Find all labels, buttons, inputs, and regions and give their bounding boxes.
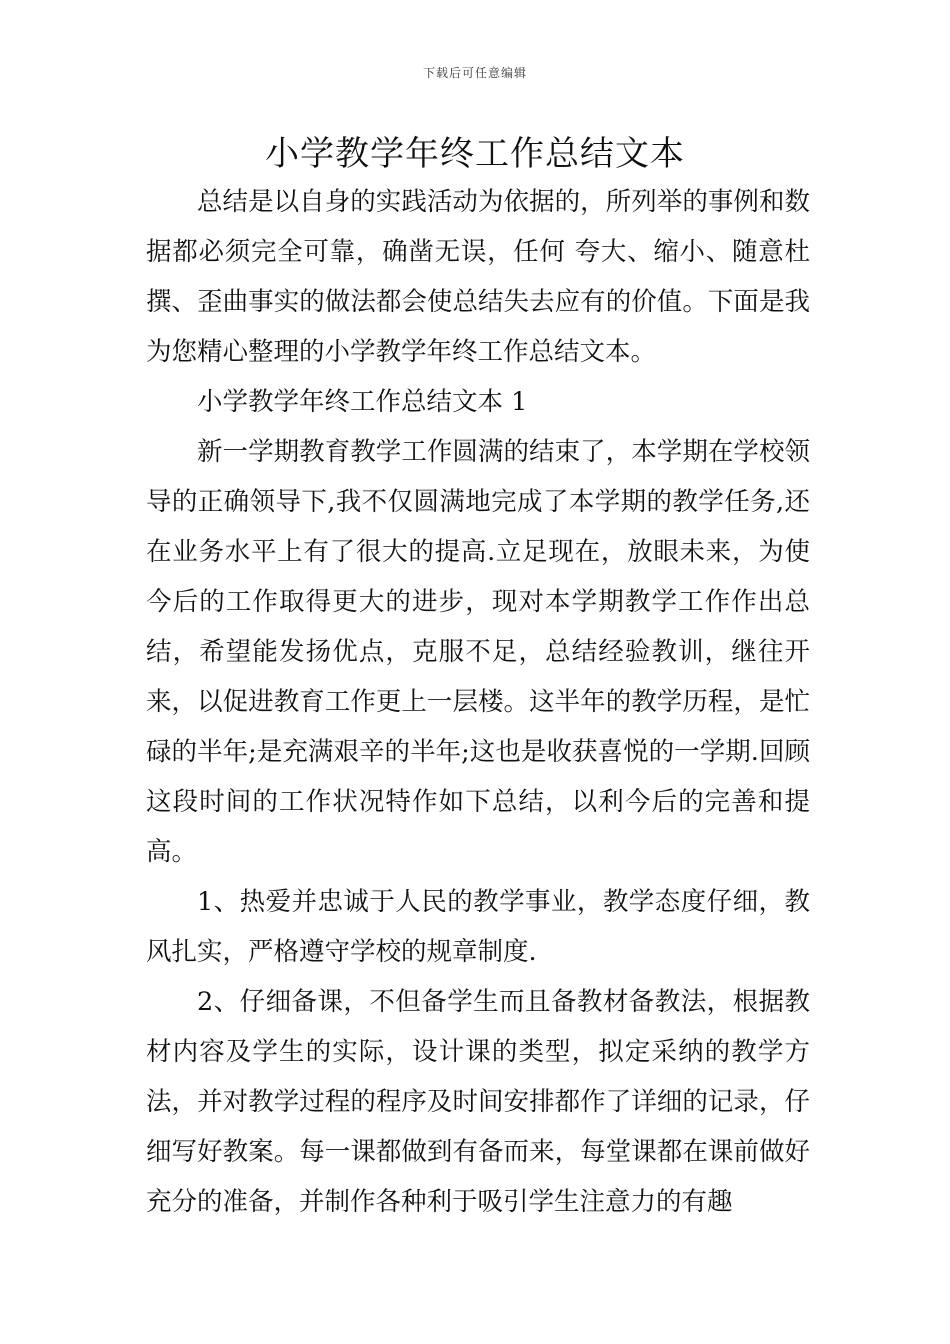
body-paragraph-1: 新一学期教育教学工作圆满的结束了，本学期在学校领导的正确领导下,我不仅圆满地完成了本学期的教学任务,还在业务水平上有了很大的提高.立足现在，放眼未来，为使今后的工作取得更大的进步，现对本学期教学工作作出总结，希望能发扬优点，克服不足，总结经验教训，继往开来，以促进教育工作更上一层楼。这半年的教学历程，是忙碌的半年;是充满艰辛的半年;这也是收获喜悦的一学期.回顾这段时间的工作状况特作如下总结，以利今后的完善和提高。 — [146, 437, 810, 867]
body-paragraph-2: 1、热爱并忠诚于人民的教学事业，教学态度仔细，教风扎实，严格遵守学校的规章制度. — [146, 887, 810, 967]
section-title: 小学教学年终工作总结文本 1 — [197, 387, 528, 417]
intro-paragraph: 总结是以自身的实践活动为依据的，所列举的事例和数据都必须完全可靠，确凿无误，任何 夸大、缩小、随意杜撰、歪曲事实的做法都会使总结失去应有的价值。下面是我为您精心整理的小学教学年终工作总结文本。 — [146, 187, 810, 367]
body-paragraph-3: 2、仔细备课，不但备学生而且备教材备教法，根据教材内容及学生的实际，设计课的类型，拟定采纳的教学方法，并对教学过程的程序及时间安排都作了详细的记录，仔细写好教案。每一课都做到有备而来，每堂课都在课前做好充分的准备，并制作各种利于吸引学生注意力的有趣 — [146, 987, 810, 1217]
header-note: 下载后可任意编辑 — [422, 66, 527, 80]
document-title: 小学教学年终工作总结文本 — [265, 134, 685, 174]
document-body — [146, 177, 810, 1227]
